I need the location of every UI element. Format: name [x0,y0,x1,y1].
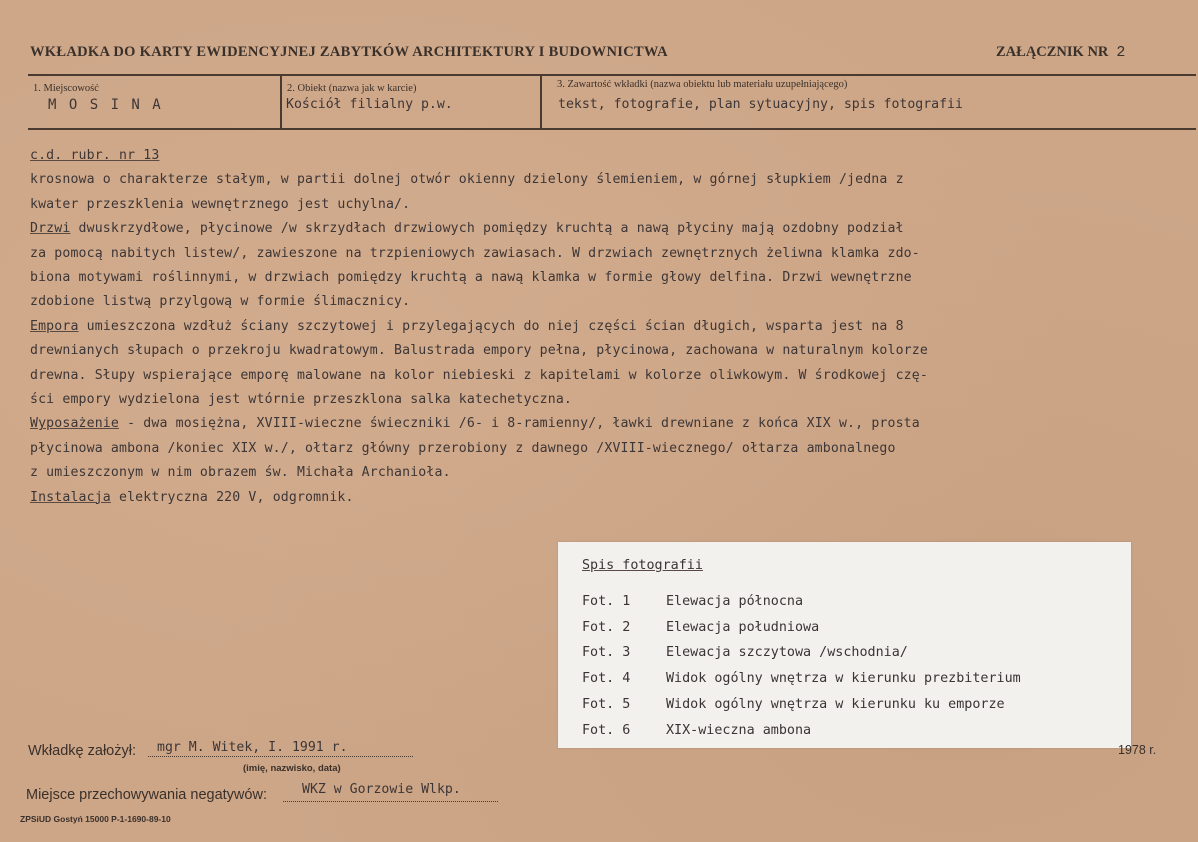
body-line: zdobione listwą przylgową w formie ślimacznicy. [30,294,411,310]
photo-item-text: Elewacja południowa [666,619,820,635]
photo-item-label: Fot. 5 [582,696,631,712]
form-date: 1978 r. [1118,743,1157,757]
body-line: drewnianych słupach o przekroju kwadratowym. Balustrada empory pełna, płycinowa, zachowana w naturalnym kolorze [30,343,928,359]
photo-item-label: Fot. 2 [582,619,631,635]
section-heading: Empora [30,318,79,334]
locality-label: 1. Miejscowość [33,83,99,94]
contents-label: 3. Zawartość wkładki (nazwa obiektu lub materiału uzupełniającego) [557,79,848,90]
photo-item-label: Fot. 4 [582,671,631,687]
body-line: płycinowa ambona /koniec XIX w./, ołtarz główny przerobiony z dawnego /XVIII-wiecznego/ ołtarza ambonalnego [30,440,896,456]
photo-item-label: Fot. 3 [582,645,631,661]
body-line: Empora umieszczona wzdłuż ściany szczytowej i przylegających do niej części ścian długich, wsparta jest na 8 [30,318,904,334]
section-heading: c.d. rubr. nr 13 [30,148,160,163]
photo-item-label: Fot. 6 [582,722,631,738]
body-line: drewna. Słupy wspierające emporę malowane na kolor niebieski z kapitelami w kolorze oliwkowym. W środkowej czę- [30,367,928,383]
form-title: WKŁADKA DO KARTY EWIDENCYJNEJ ZABYTKÓW ARCHITEKTURY I BUDOWNICTWA [30,44,668,60]
photo-item-text: Widok ogólny wnętrza w kierunku ku emporze [666,696,1005,712]
body-line: kwater przeszklenia wewnętrznego jest uchylna/. [30,196,411,212]
photo-list-title: Spis fotografii [582,558,703,573]
section-heading: Instalacja [30,489,111,505]
photo-item-text: Elewacja północna [666,594,804,609]
printer-imprint: ZPSiUD Gostyń 15000 P-1-1690-89-10 [20,814,171,824]
photo-item-text: XIX-wieczna ambona [666,722,812,738]
created-dots [148,756,413,757]
body-line: Wyposażenie - dwa mosiężna, XVIII-wieczne świeczniki /6- i 8-ramienny/, ławki drewniane z końca XIX w., prosta [30,416,920,432]
body-line: z umieszczonym w nim obrazem św. Michała Archanioła. [30,465,451,481]
storage-dots [283,801,498,802]
header-rule-bottom [28,128,1196,130]
created-label: Wkładkę założył: [28,743,136,759]
contents-value: tekst, fotografie, plan sytuacyjny, spis fotografii [558,97,963,112]
body-line: za pomocą nabitych listew/, zawieszone na trzpieniowych zawiasach. W drzwiach zewnętrznych żeliwna klamka zdo- [30,245,920,261]
body-line: biona motywami roślinnymi, w drzwiach pomiędzy kruchtą a nawą klamka w formie głowy delfina. Drzwi wewnętrzne [30,270,912,285]
locality-value: M O S I N A [48,97,163,113]
body-line: Instalacja elektryczna 220 V, odgromnik. [30,489,354,505]
section-heading: Drzwi [30,221,71,237]
attachment-number: 2 [1116,44,1126,61]
body-line: Drzwi dwuskrzydłowe, płycinowe /w skrzydłach drzwiowych pomiędzy kruchtą a nawą płyciny mają ozdobny podział [30,221,904,237]
header-rule-top [28,74,1196,76]
body-line: krosnowa o charakterze stałym, w partii dolnej otwór okienny dzielony ślemieniem, w górnej słupkiem /jedna z [30,172,904,188]
attachment-label [996,44,1125,61]
photo-list-slip [558,542,1131,748]
body-line: ści empory wydzielona jest wtórnie przeszklona salka katechetyczna. [30,392,572,407]
attachment-label-text: ZAŁĄCZNIK NR [996,44,1109,60]
photo-item-label: Fot. 1 [582,594,631,609]
body-line [30,148,159,163]
storage-label: Miejsce przechowywania negatywów: [26,787,267,803]
created-caption: (imię, nazwisko, data) [243,763,341,774]
storage-value: WKZ w Gorzowie Wlkp. [302,782,461,797]
photo-item-text: Elewacja szczytowa /wschodnia/ [666,645,908,661]
photo-item-text: Widok ogólny wnętrza w kierunku prezbiterium [666,671,1021,687]
header-divider-1 [280,75,282,129]
object-value: Kościół filialny p.w. [286,97,453,112]
section-heading: Wyposażenie [30,416,119,432]
created-value: mgr M. Witek, I. 1991 r. [157,740,348,755]
header-divider-2 [540,75,542,129]
object-label: 2. Obiekt (nazwa jak w karcie) [287,83,417,94]
